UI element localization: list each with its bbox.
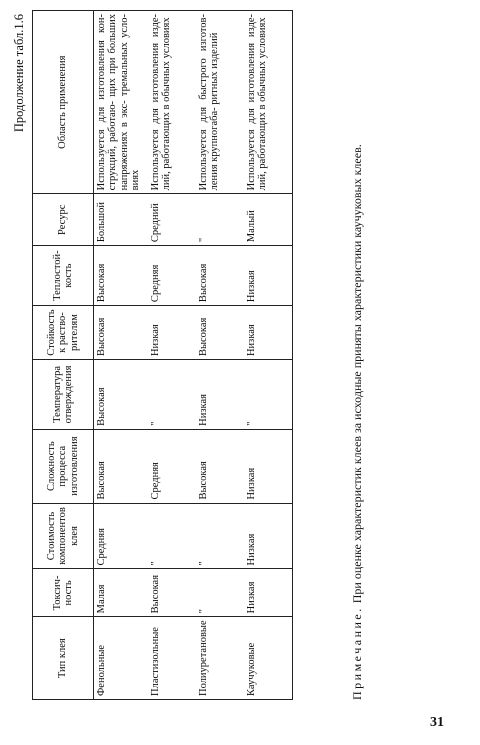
cell-component-cost: Низкая <box>244 503 293 569</box>
cell-application-area: Используется для изготовления кон- струкций, работаю- щих при больших напряжениях в экс- тремальных усло- виях <box>94 11 149 194</box>
cell-process-complexity: Высокая <box>94 429 149 503</box>
cell-application-area: Используется для изготовления изде- лий, работающих в обычных условиях <box>244 11 293 194</box>
cell-toxicity: " <box>196 569 244 617</box>
cell-heat-resistance: Высокая <box>196 246 244 306</box>
header-adhesive-type: Тип клея <box>33 617 94 700</box>
table-note <box>350 144 365 700</box>
cell-toxicity: Высокая <box>148 569 196 617</box>
cell-toxicity: Малая <box>94 569 149 617</box>
cell-curing-temperature: " <box>244 360 293 430</box>
header-service-life: Ресурс <box>33 194 94 246</box>
cell-service-life: Малый <box>244 194 293 246</box>
cell-curing-temperature: Высокая <box>94 360 149 430</box>
cell-application-area: Используется для изготовления изде- лий, работающих в обычных условиях <box>148 11 196 194</box>
cell-solvent-resistance: Низкая <box>148 306 196 360</box>
cell-component-cost: " <box>196 503 244 569</box>
note-text: При оценке характеристик клеев за исходные приняты характеристики каучуковых клеев. <box>350 144 364 607</box>
header-solvent-resistance: Стойкость к раство- рителям <box>33 306 94 360</box>
continuation-title: Продолжение табл.1.6 <box>12 14 26 133</box>
table-row <box>196 11 244 700</box>
cell-heat-resistance: Высокая <box>94 246 149 306</box>
cell-component-cost: " <box>148 503 196 569</box>
adhesive-properties-table <box>32 10 293 700</box>
page-number: 31 <box>430 715 444 730</box>
cell-service-life: " <box>196 194 244 246</box>
header-process-complexity: Сложность процесса изготовления <box>33 429 94 503</box>
cell-curing-temperature: Низкая <box>196 360 244 430</box>
cell-adhesive-type: Фенольные <box>94 617 149 700</box>
cell-component-cost: Средняя <box>94 503 149 569</box>
cell-solvent-resistance: Высокая <box>94 306 149 360</box>
cell-heat-resistance: Средняя <box>148 246 196 306</box>
cell-heat-resistance: Низкая <box>244 246 293 306</box>
cell-adhesive-type: Каучуковые <box>244 617 293 700</box>
header-application-area: Область применения <box>33 11 94 194</box>
header-heat-resistance: Теплостой- кость <box>33 246 94 306</box>
cell-curing-temperature: " <box>148 360 196 430</box>
cell-service-life: Средний <box>148 194 196 246</box>
cell-solvent-resistance: Высокая <box>196 306 244 360</box>
cell-adhesive-type: Полиуретановые <box>196 617 244 700</box>
note-label: Примечание. <box>350 606 364 700</box>
cell-toxicity: Низкая <box>244 569 293 617</box>
cell-process-complexity: Средняя <box>148 429 196 503</box>
table-row <box>94 11 149 700</box>
cell-solvent-resistance: Низкая <box>244 306 293 360</box>
cell-application-area: Используется для быстрого изготов- ления крупногаба- ритных изделий <box>196 11 244 194</box>
cell-process-complexity: Высокая <box>196 429 244 503</box>
header-toxicity: Токсич- ность <box>33 569 94 617</box>
cell-service-life: Большой <box>94 194 149 246</box>
table-header-row <box>33 11 94 700</box>
table-row <box>148 11 196 700</box>
header-curing-temperature: Температура отверждения <box>33 360 94 430</box>
cell-adhesive-type: Пластизольные <box>148 617 196 700</box>
header-component-cost: Стоимость компонентов клея <box>33 503 94 569</box>
table-row <box>244 11 293 700</box>
rotated-page-content <box>10 10 420 700</box>
cell-process-complexity: Низкая <box>244 429 293 503</box>
